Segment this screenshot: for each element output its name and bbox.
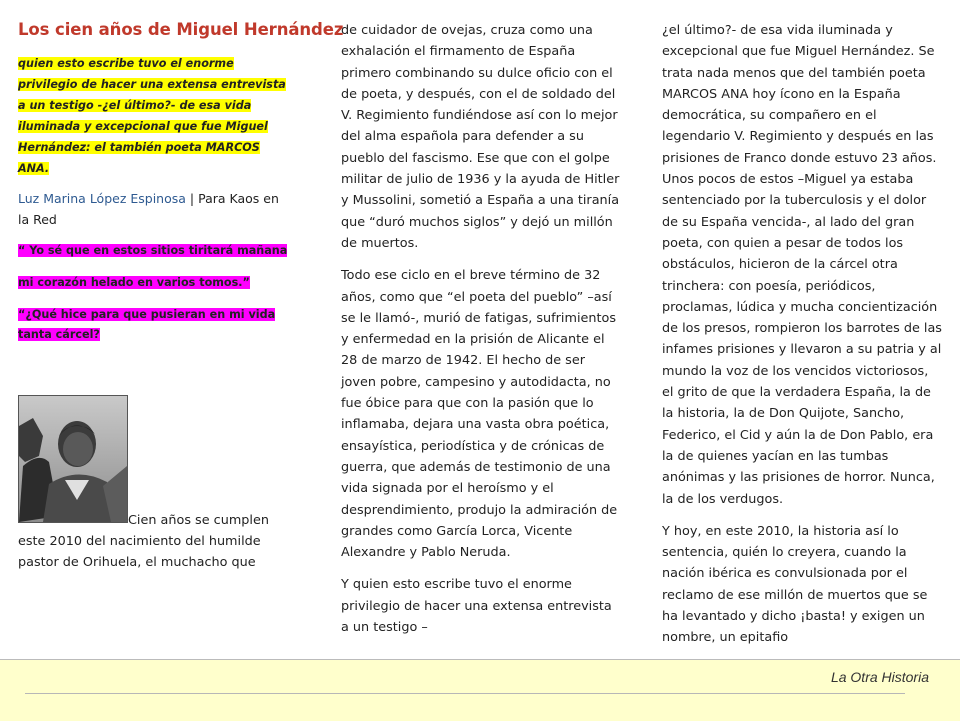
col2-paragraph-3: Y quien esto escribe tuvo el enorme privilegio de hacer una extensa entrevista a un testigo –	[341, 577, 612, 636]
quote-line-2	[18, 273, 290, 293]
quote-line-2-text: mi corazón helado en varios tomos.”	[18, 276, 250, 289]
intro-highlight	[18, 53, 290, 179]
col2-paragraph-2: Todo ese ciclo en el breve término de 32 años, como que “el poeta del pueblo” –así se le llamó-, murió de fatigas, sufrimientos y enfermedad en la prisión de Alicante el 28 de marzo de 1942. El hecho de ser joven pobre, campesino y autodidacta, no fue óbice para que con la pasión que lo inflamaba, dejara una vasta obra poética, ensayística, periodística y de crónicas de guerra, que además de testimonio de una vida signada por el heroísmo y el desprendimiento, produjo la admiración de grandes como García Lorca, Vicente Alexandre y Pablo Neruda.	[341, 268, 618, 561]
quote-line-1	[18, 241, 290, 261]
col3-paragraph-2: Y hoy, en este 2010, la historia así lo sentencia, quién lo creyera, cuando la nación ibérica es convulsionada por el reclamo de ese millón de muertos que se ha levantado y dicho ¡basta! y exigen un nombre, un epitafio	[662, 523, 928, 646]
byline	[18, 188, 290, 230]
column-3	[662, 20, 942, 660]
photo-block	[18, 395, 290, 523]
quote-line-1-text: “ Yo sé que en estos sitios tiritará mañana	[18, 244, 288, 257]
footer-label: La Otra Historia	[830, 669, 929, 685]
footer-divider	[25, 693, 905, 694]
byline-source: | Para Kaos en la Red	[18, 191, 279, 227]
author-link[interactable]: Luz Marina López Espinosa	[18, 191, 186, 206]
footer-bar	[0, 659, 960, 721]
portrait-photo	[18, 395, 128, 523]
column-2	[341, 20, 621, 649]
quote-line-3-text: “¿Qué hice para que pusieran en mi vida tanta cárcel?	[18, 308, 276, 341]
photo-caption-start: Cien años se cumplen este 2010 del nacimiento del humilde pastor de Orihuela, el muchacho que	[18, 513, 269, 570]
column-1	[18, 20, 344, 573]
col2-paragraph-1: de cuidador de ovejas, cruza como una exhalación el firmamento de España primero combinando su dulce oficio con el de poeta, y después, con el de soldado del V. Regimiento fundiéndose así con lo mejor del alma española para defender a su pueblo del fascismo. Ese que con el golpe militar de julio de 1936 y la ayuda de Hitler y Mussolini, sometió a España a una tiranía que “duró muchos siglos” y dejó un millón de muertos.	[341, 23, 620, 251]
portrait-illustration	[19, 396, 127, 522]
article-title: Los cien años de Miguel Hernández	[18, 20, 344, 39]
col3-paragraph-1: ¿el último?- de esa vida iluminada y excepcional que fue Miguel Hernández. Se trata nada menos que del también poeta MARCOS ANA hoy ícono en la España democrática, su compañero en el legendario V. Regimiento y después en las prisiones de Franco donde estuvo 23 años. Unos pocos de estos –Miguel ya estaba sentenciado por la tuberculosis y el dolor de su España vencida-, al lado del gran poeta, con quien a pesar de todos los obstáculos, hicieron de la cárcel otra trinchera: con poesía, periódicos, proclamas, lúdica y mucha concientización de los presos, rompieron los barrotes de las infames prisiones y llevaron a su patria y al mundo la voz de los vencidos victoriosos, el grito de que la verdadera España, la de la historia, la de Don Quijote, Sancho, Federico, el Cid y aún la de Don Pablo, era la de quienes yacían en las tumbas anónimas y las prisiones de horror. Nunca, la de los verdugos.	[662, 23, 942, 507]
quote-line-3	[18, 305, 290, 345]
intro-highlight-text: quien esto escribe tuvo el enorme privilegio de hacer una extensa entrevista a un testigo -¿el último?- de esa vida iluminada y excepcional que fue Miguel Hernández: el también poeta MARCOS ANA.	[18, 57, 286, 175]
